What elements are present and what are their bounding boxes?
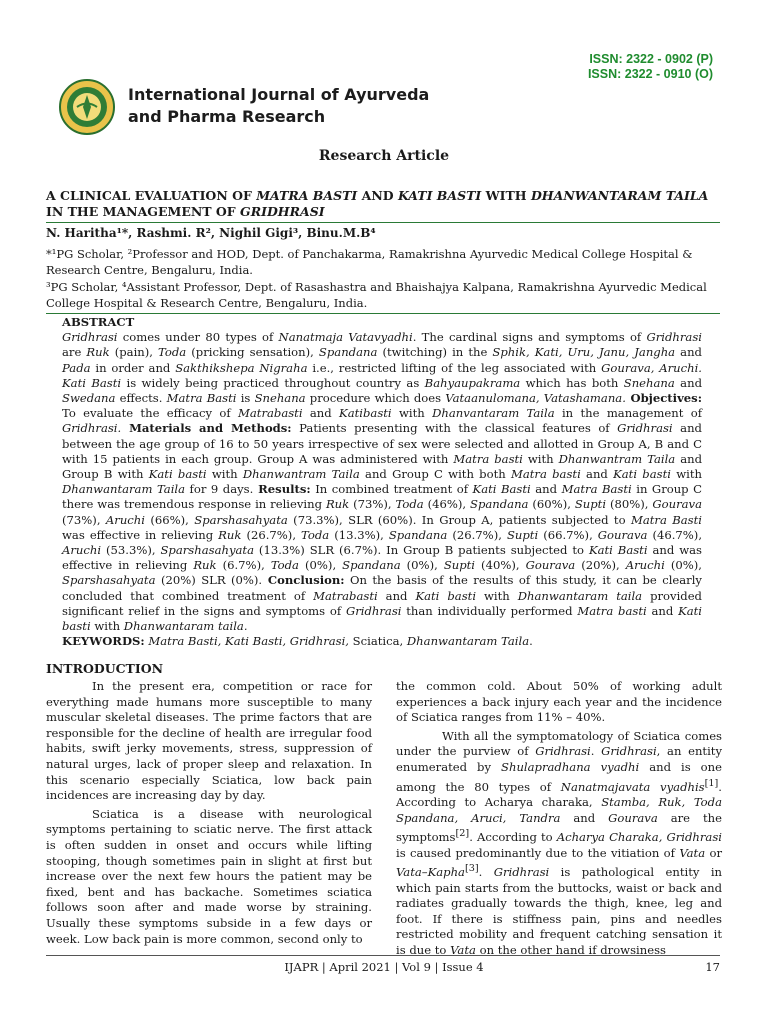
paragraph: With all the symptomatology of Sciatica comes under the purview of Gridhrasi. Gridhrasi, an entity enumerated by Shulapradhana vyadhi and is one among the 80 types of Nanatmajavata vyadhis[1]. According to Acharya charaka, Stamba, Ruk, Toda Spandana, Aruci, Tandra and Gourava are the symptoms[2]. According to Acharya Charaka, Gridhrasi is caused predominantly due to the vitiation of Vata or Vata–Kapha[3]. Gridhrasi is pathological entity in which pain starts from the buttocks, waist or back and radiates gradually towards the thigh, knee, leg and foot. If there is stiffness pain, pins and needles restricted mobility and frequent catching sensation it is due to Vata on the other hand if drowsiness bbox=[396, 728, 723, 958]
paragraph: Sciatica is a disease with neurological symptoms pertaining to sciatic nerve. The first attack is often sudden in onset and occurs while lifting stooping, though sometimes pain in slight at first but increase over the next few hours the patient may be fixed, bent and has backache. Sometimes sciatica follows soon after and made worse by straining. Usually these symptoms subside in a few days or week. Low back pain is more common, second only to bbox=[46, 806, 372, 946]
right-column bbox=[396, 679, 722, 962]
left-column bbox=[46, 679, 372, 950]
issn-print: ISSN: 2322 - 0902 (P) bbox=[589, 52, 713, 66]
issn-online: ISSN: 2322 - 0910 (O) bbox=[587, 67, 713, 81]
abstract-heading: ABSTRACT bbox=[62, 315, 135, 329]
affiliation-1: *¹PG Scholar, ²Professor and HOD, Dept. of Panchakarma, Ramakrishna Ayurvedic Medical College Hospital & Research Centre, Bengaluru, India. bbox=[46, 247, 693, 277]
journal-title: International Journal of Ayurveda and Pharma Research bbox=[128, 85, 430, 126]
affiliation-2: ³PG Scholar, ⁴Assistant Professor, Dept. of Rasashastra and Bhaishajya Kalpana, Ramakrishna Ayurvedic Medical College Hospital & Research Centre, Bengaluru, India. bbox=[46, 280, 707, 310]
issn-block bbox=[588, 52, 713, 82]
paragraph: In the present era, competition or race for everything made humans more susceptible to many muscular skeletal diseases. The prime factors that are responsible for the decline of health are irregular food habits, swift jerky movements, stress, suppression of natural urges, lack of proper sleep and relaxation. In this scenario especially Sciatica, low back pain incidences are increasing day by day. bbox=[46, 679, 372, 803]
abstract bbox=[62, 315, 702, 649]
article-type: Research Article bbox=[318, 148, 450, 164]
journal-seal-logo bbox=[58, 78, 116, 136]
authors: N. Haritha¹*, Rashmi. R², Nighil Gigi³, Binu.M.B⁴ bbox=[46, 226, 376, 240]
footer-rule bbox=[46, 955, 720, 956]
abstract-body: Gridhrasi comes under 80 types of Nanatmaja Vatavyadhi. The cardinal signs and symptoms of Gridhrasi are Ruk (pain), Toda (pricking sensation), Spandana (twitching) in the Sphik, Kati, Uru, Janu, Jangha and Pada in order and Sakthikshepa Nigraha i.e., restricted lifting of the leg associated with Gourava, Aruchi. Kati Basti is widely being practiced throughout country as Bahyaupakrama which has both Snehana and Swedana effects. Matra Basti is Snehana procedure which does Vataanulomana, Vatashamana. Objectives: To evaluate the efficacy of Matrabasti and Katibasti with Dhanvantaram Taila in the management of Gridhrasi. Materials and Methods: Patients presenting with the classical features of Gridhrasi and between the age group of 16 to 50 years irrespective of sex were selected and allotted in Group A, B and C with 15 patients in each group. Group A was administered with Matra basti with Dhanwantram Taila and Group B with Kati basti with Dhanwantram Taila and Group C with both Matra basti and Kati basti with Dhanwantaram Taila for 9 days. Results: In combined treatment of Kati Basti and Matra Basti in Group C there was tremendous response in relieving Ruk (73%), Toda (46%), Spandana (60%), Supti (80%), Gourava (73%), Aruchi (66%), Sparshasahyata (73.3%), SLR (60%). In Group A, patients subjected to Matra Basti was effective in relieving Ruk (26.7%), Toda (13.3%), Spandana (26.7%), Supti (66.7%), Gourava (46.7%), Aruchi (53.3%), Sparshasahyata (13.3%) SLR (6.7%). In Group B patients subjected to Kati Basti and was effective in relieving Ruk (6.7%), Toda (0%), Spandana (0%), Supti (40%), Gourava (20%), Aruchi (0%), Sparshasahyata (20%) SLR (0%). Conclusion: On the basis of the results of this study, it can be clearly concluded that combined treatment of Matrabasti and Kati basti with Dhanwantaram taila provided significant relief in the signs and symptoms of Gridhrasi than individually performed Matra basti and Kati basti with Dhanwantaram taila. bbox=[62, 330, 703, 634]
title-rule bbox=[46, 222, 720, 223]
paragraph: the common cold. About 50% of working adult experiences a back injury each year and the incidence of Sciatica ranges from 11% – 40%. bbox=[396, 679, 722, 725]
page-number: 17 bbox=[705, 960, 720, 974]
introduction-heading: INTRODUCTION bbox=[46, 661, 164, 676]
keywords: KEYWORDS: Matra Basti, Kati Basti, Gridhrasi, Sciatica, Dhanwantaram Taila. bbox=[62, 634, 533, 649]
abstract-rule bbox=[46, 313, 720, 314]
footer-citation: IJAPR | April 2021 | Vol 9 | Issue 4 bbox=[284, 960, 484, 974]
paper-title: A CLINICAL EVALUATION OF MATRA BASTI AND KATI BASTI WITH DHANWANTARAM TAILA IN THE MANAGEMENT OF GRIDHRASI bbox=[46, 188, 709, 219]
